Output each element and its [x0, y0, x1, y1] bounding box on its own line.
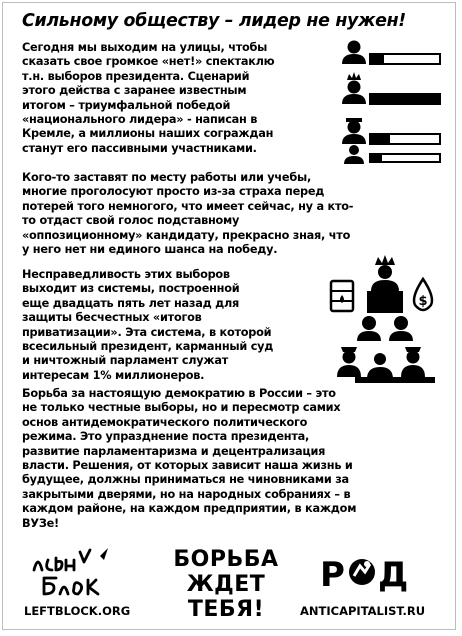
svg-text:$: $ — [418, 294, 428, 309]
right-url: ANTICAPITALIST.RU — [300, 604, 426, 618]
rsd-logo — [320, 552, 416, 592]
left-block-logo — [30, 548, 118, 598]
paragraph-real-democracy: Борьба за настоящую демократию в России – это не только честные выборы, но и пересмотр самих основ антидемократического политического режима. Это упразднение поста президента, развитие парламентаризма и децентрализация власти. Решения, от которых зависит наша жизнь и будущее, должны приниматься не чиновниками за закрытыми дверями, но на народных собраниях – в каждом районе, на каждом предприятии, в каждом ВУЗе! — [22, 387, 357, 530]
oligarchy-pyramid-icon — [325, 255, 443, 385]
paragraph-injustice: Несправедливость этих выборов выходит из системы, построенной еще двадцать пять лет назад для защиты бесчестных «итогов приватизации». Эта система, в которой всесильный президент, карманный суд и ничтожный парламент служат интересам 1% миллионеров. — [22, 268, 274, 382]
slogan: БОРЬБА ЖДЕТ ТЕБЯ! — [173, 547, 279, 622]
svg-text:Р: Р — [320, 555, 345, 592]
svg-text:Д: Д — [378, 555, 409, 592]
paragraph-forced-voting: Кого-то заставят по месту работы или учебы, многие проголосуют просто из-за страха перед потерей того немногого, что имеет сейчас, ну а кто- то отдаст свой голос подставному «оппозиционному» кандидату, прекрасно зная, что у него нет ни единого шанса на победу. — [22, 171, 354, 257]
candidates-progress-bars-icon — [340, 38, 448, 164]
paragraph-elections-intro: Сегодня мы выходим на улицы, чтобы сказать свое громкое «нет!» спектаклю т.н. выборов президента. Сценарий этого действа с заранее известным итогом – триумфальной победой «национального лидера» - написан в Кремле, а миллионы наших сограждан станут его пассивными участниками. — [22, 41, 275, 155]
poster-headline: Сильному обществу – лидер не нужен! — [22, 11, 406, 31]
left-url: LEFTBLOCK.ORG — [24, 604, 131, 618]
